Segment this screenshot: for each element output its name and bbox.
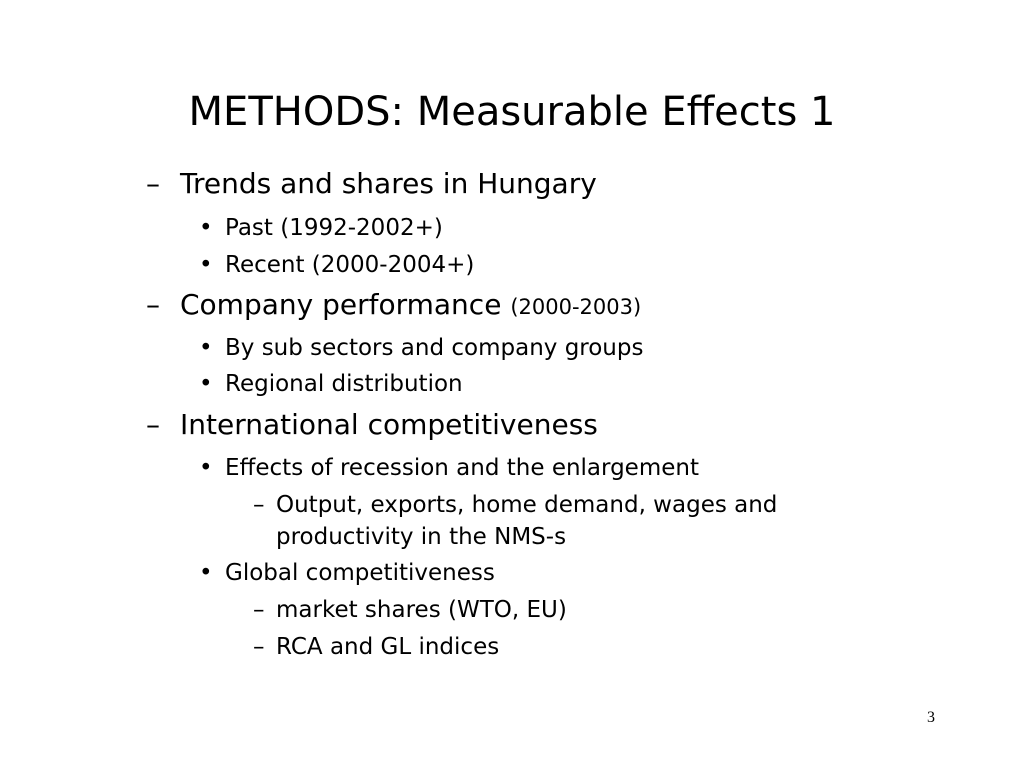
bullet-sub-sectors (199, 332, 643, 364)
bullet-marker: • (199, 371, 213, 397)
section-company-performance-label: Company performance (180, 288, 502, 321)
section-international-label: International competitiveness (180, 408, 598, 441)
sub-rca-gl-label: RCA and GL indices (276, 634, 500, 660)
bullet-past (199, 212, 443, 244)
bullet-recession-label: Effects of recession and the enlargement (225, 455, 699, 481)
sub-output-exports-line-1: Output, exports, home demand, wages and (276, 492, 778, 518)
sub-market-shares (253, 594, 567, 626)
bullet-marker: • (199, 252, 213, 278)
bullet-sub-sectors-label: By sub sectors and company groups (225, 335, 644, 361)
dash-marker: – (146, 408, 160, 441)
bullet-past-label: Past (1992-2002+) (225, 215, 443, 241)
bullet-global-label: Global competitiveness (225, 560, 495, 586)
bullet-marker: • (199, 335, 213, 361)
bullet-marker: • (199, 215, 213, 241)
sub-market-shares-label: market shares (WTO, EU) (276, 597, 567, 623)
dash-marker: – (253, 492, 265, 518)
section-international (146, 407, 598, 443)
section-company-performance (146, 287, 641, 325)
dash-marker: – (146, 167, 160, 200)
bullet-recent (199, 249, 474, 281)
sub-rca-gl (253, 631, 499, 663)
dash-marker: – (253, 634, 265, 660)
section-company-performance-note: (2000-2003) (510, 295, 642, 319)
bullet-recession (199, 452, 699, 484)
bullet-recent-label: Recent (2000-2004+) (225, 252, 475, 278)
section-trends (146, 166, 597, 202)
page-number: 3 (927, 709, 935, 726)
sub-output-exports (253, 489, 777, 553)
bullet-marker: • (199, 455, 213, 481)
bullet-regional-label: Regional distribution (225, 371, 463, 397)
bullet-global (199, 557, 495, 589)
bullet-regional (199, 368, 463, 400)
sub-output-exports-line-2: productivity in the NMS-s (276, 524, 567, 550)
dash-marker: – (146, 288, 160, 321)
section-trends-label: Trends and shares in Hungary (180, 167, 597, 200)
bullet-marker: • (199, 560, 213, 586)
dash-marker: – (253, 597, 265, 623)
slide-title: METHODS: Measurable Effects 1 (188, 89, 836, 135)
